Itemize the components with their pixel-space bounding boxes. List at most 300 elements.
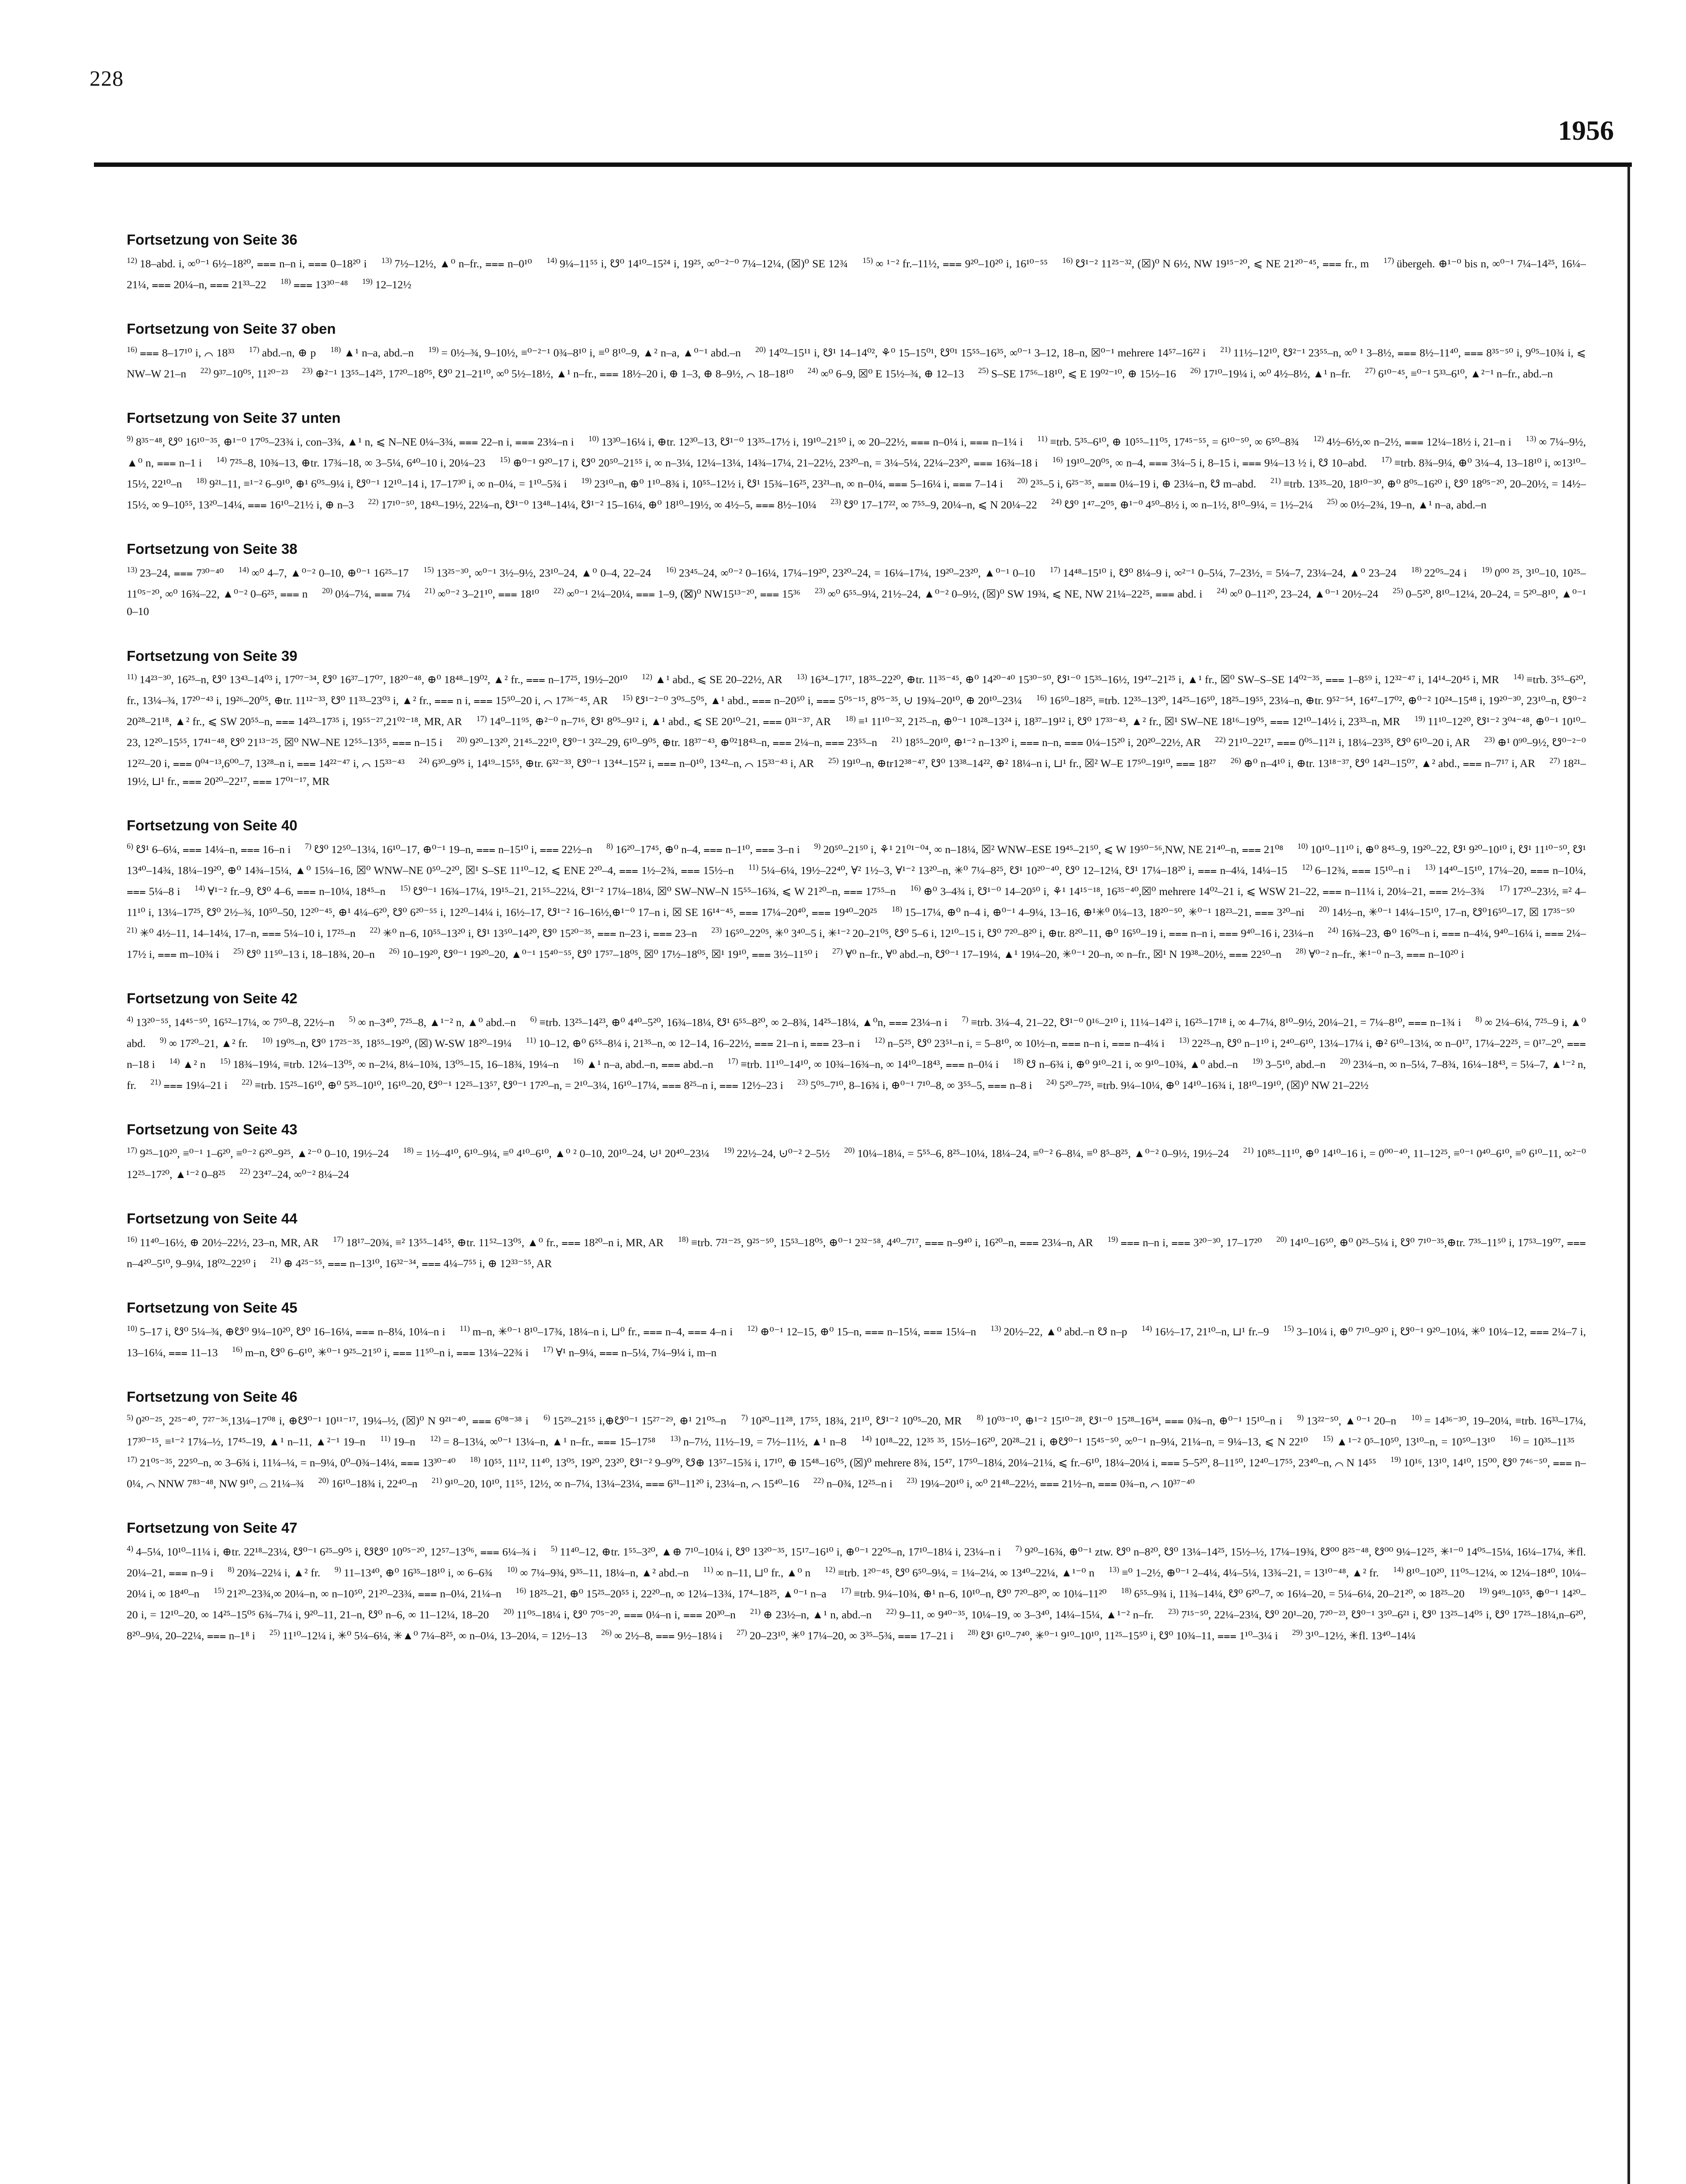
day-number: 23) [1168,1607,1179,1616]
day-number: 22) [368,497,379,506]
day-text: 11¹⁰–12²⁰, ☋¹⁻² 3⁰⁴⁻⁴⁸, ⊕⁰⁻¹ 10¹⁰–23, 12²⁰–15⁵⁵, 17⁴¹⁻⁴⁸, ☋⁰ 21¹³⁻²⁵, ☒⁰ NW–NE 12⁵⁵–13⁵⁵, ⩶ n–15 i [127,715,1586,749]
day-entry [1411,567,1467,579]
day-number: 23) [711,926,722,934]
day-text: 5¼–6¼, 19½–22⁴⁰, ∀² 1½–3, ∀¹⁻² 13²⁰–n, ✳⁰ 7¼–8²⁵, ☋¹ 10²⁰⁻⁴⁰, ☋⁰ 12–12¼, ☋¹ 17¼–18²⁰ i, ⩶ n–4¼, 14¼–15 [761,864,1288,877]
day-text: ∀¹⁻² fr.–9, ☋⁰ 4–6, ⩶ n–10¼, 18⁴⁵–n [208,885,386,898]
day-text: 0–5²⁰, 8¹⁰–12¼, 20–24, = 5²⁰–8¹⁰, ▲⁰⁻¹ 0–10 [127,587,1586,618]
day-number: 13) [1425,863,1436,871]
day-number: 17) [543,1345,554,1354]
section-body [127,1320,1586,1362]
day-text: = 1½–4¹⁰, 6¹⁰–9¼, ≡⁰ 4¹⁰–6¹⁰, ▲⁰ ² 0–10, 20¹⁰–24, ⊍¹ 20⁴⁰–23¼ [416,1147,710,1160]
day-number: 20) [322,586,333,595]
day-number: 15) [622,693,633,702]
day-text: 23⁴⁷–24, ∞⁰⁻² 8¼–24 [253,1168,349,1181]
day-entry [1297,1414,1396,1427]
day-text: 4½–6½,∞ n–2½, ⩶ 12¼–18½ i, 21–n i [1326,435,1512,448]
day-entry [907,1477,1194,1490]
day-number: 19) [1478,1586,1489,1595]
day-text: 20⁵⁰–21⁵⁰ i, ⚘¹ 21⁰¹⁻⁰⁴, ∞ n–18¼, ☒² WNW–ESE 19⁴⁵–21⁵⁰, ⩽ W 19⁵⁰⁻⁵⁶,NW, NE 21⁴⁰–n, ⩶ 21⁰⁸ [823,843,1284,856]
day-number: 6) [127,842,133,850]
day-entry [127,673,627,686]
day-text: 8³⁵⁻⁴⁸, ☋⁰ 16¹⁰⁻³⁵, ⊕¹⁻⁰ 17⁰⁵–23¾ i, con–3¾, ▲¹ n, ⩽ N–NE 0¼–3¾, ⩶ 22–n i, ⩶ 23¼–n i [136,435,574,448]
day-entry [302,367,794,380]
day-entry [845,715,1400,728]
day-number: 21) [127,926,137,934]
day-number: 26) [389,947,400,955]
day-number: 19) [428,345,439,354]
day-entry [249,346,316,359]
day-number: 9) [1297,1413,1304,1422]
day-number: 18) [845,714,856,723]
day-text: ∞ 7¼–9½, ▲⁰ n, ⩶ n–1 i [127,435,1586,469]
day-text: ≡¹ 11¹⁰⁻³², 21²⁵–n, ⊕⁰⁻¹ 10²⁸–13²⁴ i, 18³⁷–19¹² i, ☋⁰ 17³³⁻⁴³, ▲² fr., ☒¹ SW–NE 18¹⁶–19⁰⁵, ⩶ 12¹⁰–14½ i, 23³³–n, MR [858,715,1400,728]
day-number: 21) [891,735,902,744]
day-text: 6⁵⁵–9¾ i, 11¾–14¼, ☋⁰ 6²⁰–7, ∞ 16¼–20, = 5¼–6¼, 20–21²⁰, ∞ 18²⁵–20 [1134,1587,1465,1600]
day-text: ∞ 2½–8, ⩶ 9½–18¼ i [614,1629,723,1642]
day-text: 10–19²⁰, ☋⁰⁻¹ 19²⁰–20, ▲⁰⁻¹ 15⁴⁰⁻⁵⁵, ☋⁰ 17⁵⁷–18⁰⁵, ☒⁰ 17½–18⁰⁵, ☒¹ 19¹⁰, ⩶ 3½–11⁵⁰ i [402,947,818,961]
day-text: 10²⁰–11²⁸, 17⁵⁵, 18¾, 21¹⁰, ☋¹⁻² 10⁰⁵–20, MR [750,1414,962,1427]
day-number: 8) [1475,1015,1482,1023]
day-entry [1365,367,1553,380]
section-body [127,1010,1586,1094]
section-title: Fortsetzung von Seite 46 [127,1389,298,1405]
day-entry [1046,1079,1369,1092]
day-entry [127,346,234,359]
section [127,1389,1586,1493]
section [127,1299,1586,1362]
section-title: Fortsetzung von Seite 37 oben [127,321,336,337]
day-entry [678,1236,1093,1249]
day-number: 16) [127,345,137,354]
day-text: 10¹⁸–22, 12³⁵ ³⁵, 15½–16²⁰, 20²⁸–21 i, ⊕☋⁰⁻¹ 15⁴⁵⁻⁵⁰, ∞⁰⁻¹ n–9¼, 21¼–n, = 9¼–13, ⩽ N 22¹⁰ [874,1435,1308,1448]
day-text: 13²⁵⁻³⁰, ∞⁰⁻¹ 3½–9½, 23¹⁰–24, ▲⁰ 0–4, 22–24 [436,566,651,579]
day-entry [370,927,697,940]
day-text: 9²⁰–16¾, ⊕⁰⁻¹ ztw. ☋⁰ n–8²⁰, ☋⁰ 13¼–14²⁵, 15½–½, 17¼–19¾, ☋⁰⁰ 8²⁵⁻⁴⁸, ☋⁰⁰ 9¼–12²⁵, ✳¹⁻⁰ 14⁰⁵–15¼, 16¼–17¼, ✳fl. 20¼–21, ⩶ n–9 i [127,1545,1586,1579]
day-text: n–7½, 11½–19, = 7½–11½, ▲¹ n–8 [683,1435,847,1448]
day-number: 17) [127,1146,137,1154]
day-number: 15) [1322,1434,1333,1443]
day-text: 9–11, ∞ 9⁴⁰⁻³⁵, 10¼–19, ∞ 3–3⁴⁰, 14¼–15¼, ▲¹⁻² n–fr. [899,1608,1154,1621]
day-text: übergeh. ⊕¹⁻⁰ bis n, ∞⁰⁻¹ 7¼–14²⁵, 16¼–21¼, ⩶ 20¼–n, ⩶ 21³³–22 [127,257,1586,291]
day-text: 19–n [393,1435,415,1448]
day-entry [1109,1566,1379,1579]
day-number: 20) [318,1476,329,1485]
day-number: 11) [703,1565,713,1574]
day-entry [425,587,539,600]
section-title: Fortsetzung von Seite 44 [127,1210,298,1227]
day-entry [507,1566,689,1579]
day-text: ⊕ 23½–n, ▲¹ n, abd.–n [763,1608,872,1621]
day-entry [127,1325,445,1338]
day-number: 10) [507,1565,518,1574]
day-text: 2³⁵–5 i, 6²⁵⁻³⁵, ⩶ 0¼–19 i, ⊕ 23¼–n, ☋ m–abd. [1030,477,1257,490]
day-entry [127,1016,335,1029]
day-number: 5) [127,1413,133,1422]
day-entry [530,1016,948,1029]
day-entry [1292,1629,1416,1642]
day-entry [990,1325,1127,1338]
day-entry [910,885,1485,898]
day-text: 11⁰⁵–18¼ i, ☋⁰ 7⁰⁵⁻²⁰, ⩶ 0¼–n i, ⩶ 20³⁰–n [516,1608,736,1621]
day-number: 11) [459,1324,470,1333]
section [127,1210,1586,1272]
day-entry [262,1037,512,1050]
day-text: 14⁴⁸–15¹⁰ i, ☋⁰ 8¼–9 i, ∞²⁻¹ 0–5¼, 7–23½, = 5¼–7, 23¼–24, ▲⁰ 23–24 [1063,566,1397,579]
day-entry [892,906,1305,919]
day-text: 9¹⁰–20, 10¹⁰, 11⁵⁵, 12½, ∞ n–7¼, 13¼–23¼, ⩶ 6³¹–11²⁰ i, 23¼–n, ⌒ 15⁴⁰–16 [444,1477,800,1490]
day-number: 14) [194,884,205,892]
day-number: 23) [302,366,313,375]
day-entry [380,1435,415,1448]
day-number: 23) [814,586,825,595]
day-number: 7) [305,842,312,850]
section-title: Fortsetzung von Seite 36 [127,232,298,248]
day-entry [423,567,651,579]
day-entry [1510,1435,1575,1448]
day-number: 18) [196,476,207,485]
day-number: 15) [214,1586,225,1595]
day-entry [642,673,782,686]
section-title: Fortsetzung von Seite 43 [127,1121,298,1137]
day-entry [797,1079,1032,1092]
day-entry [977,1414,1282,1427]
day-text: n–5²⁵, ☋⁰ 23⁵¹–n i, = 5–8¹⁰, ∞ 10½–n, ⩶ n–n i, ⩶ n–4¼ i [887,1037,1165,1050]
section [127,410,1586,514]
day-text: ≡trb. 13²⁵–14²³, ⊕⁰ 4⁴⁰–5²⁰, 16¾–18¼, ☋¹ 6⁵⁵–8²⁰, ∞ 2–8¾, 14²⁵–18¼, ▲⁰n, ⩶ 23¼–n i [539,1016,948,1029]
day-entry [1313,435,1511,448]
day-number: 12) [430,1434,441,1443]
day-number: 19) [1481,565,1492,574]
day-text: ∞ 7¼–9¾, 9³⁵–11, 18¼–n, ▲² abd.–n [520,1566,689,1579]
day-number: 13) [1108,1565,1119,1574]
day-entry [160,1037,248,1050]
day-entry [828,757,1216,770]
day-text: 18²¹–19½, ⊔¹ fr., ⩶ 20²⁰–22¹⁷, ⩶ 17⁰¹⁻¹⁷, MR [127,757,1586,788]
day-entry [815,587,1202,600]
day-entry [239,1168,349,1181]
day-text: ⊕⁰⁻¹ 9²⁰–17 i, ☋⁰ 20⁵⁰–21⁵⁵ i, ∞ n–3¼, 12¼–13¼, 14¾–17¼, 21–22½, 23²⁰–n, = 3¼–5¼, 22¼–23²⁰, ⩶ 16¾–18 i [512,456,1038,469]
day-text: 23⁴⁵–24, ∞⁰⁻² 0–16¼, 17¼–19²⁰, 23²⁰–24, = 16¼–17¼, 19²⁰–23²⁰, ▲⁰⁻¹ 0–10 [679,566,1035,579]
day-entry [228,1566,320,1579]
day-number: 20) [1017,476,1028,485]
day-number: 20) [1276,1235,1287,1244]
day-text: 10¼–18¼, = 5⁵⁵–6, 8²⁵–10¼, 18¼–24, ≡⁰⁻² 6–8¼, ≡⁰ 8⁵–8²⁵, ▲⁰⁻² 0–9½, 19½–24 [857,1147,1229,1160]
section-body [127,1409,1586,1493]
day-number: 17) [727,1057,738,1065]
day-text: ☋¹ 6–6¼, ⩶ 14¼–n, ⩶ 16–n i [136,843,291,856]
day-number: 11) [1037,434,1048,443]
day-number: 24) [807,366,818,375]
day-number: 22) [1215,735,1226,744]
day-text: 21²⁰–23¾,∞ 20¼–n, ∞ n–10⁵⁰, 21²⁰–23¾, ⩶ n–0¼, 21¼–n [227,1587,502,1600]
day-number: 14) [238,565,249,574]
day-text: ☋⁰ 12⁵⁰–13¼, 16¹⁰–17, ⊕⁰⁻¹ 19–n, ⩶ n–15¹⁰ i, ⩶ 22½–n [314,843,592,856]
day-number: 18) [1411,565,1422,574]
day-text: 23¼–n, ∞ n–5¼, 7–8¾, 16¼–18⁴³, = 5¼–7, ▲¹⁻² n, fr. [127,1057,1586,1092]
day-entry [305,843,592,856]
day-entry [703,1566,810,1579]
day-entry [516,1587,826,1600]
day-text: 16⁵⁰–22⁰⁵, ✳⁰ 3⁴⁰–5 i, ✳¹⁻² 20–21⁰⁵, ☋⁰ 5–6 i, 12¹⁰–15 i, ☋⁰ 7²⁰–8²⁰ i, ⊕tr. 8²⁰–11, ⊕⁰ 16⁵⁰–19 i, ⩶ n–n i, ⩶ 9⁴⁰–16 i, 23¼–n [724,926,1314,940]
section-body [127,430,1586,514]
day-text: 21¹⁰–22¹⁷, ⩶ 0⁰⁵–11²¹ i, 18¼–23³⁵, ☋⁰ 6¹⁰–20 i, AR [1228,736,1470,749]
day-number: 9) [159,1036,166,1044]
day-number: 9) [334,1565,341,1574]
section-body [127,837,1586,963]
day-entry [547,257,848,270]
day-number: 12) [641,672,652,681]
day-text: ⩶ 19¼–21 i [163,1078,228,1092]
day-text: ▲² n [182,1057,206,1071]
day-number: 12) [824,1565,835,1574]
day-number: 23) [1484,735,1495,744]
day-entry [127,1147,389,1160]
day-entry [841,1587,1107,1600]
day-number: 20) [1340,1057,1350,1065]
day-entry [814,1477,893,1490]
day-number: 13) [990,1324,1001,1333]
day-text: 19¹⁰–n, ⊕tr12³⁸⁻⁴⁷, ☋⁰ 13³⁸–14²², ⊕² 18¼–n i, ⊔¹ fr., ☒² W–E 17⁵⁰–19¹⁰, ⩶ 18²⁷ [841,757,1216,770]
day-text: = 0½–¾, 9–10½, ≡⁰⁻²⁻¹ 0¾–8¹⁰ i, ≡⁰ 8¹⁰–9, ▲² n–a, ▲⁰⁻¹ abd.–n [441,346,741,359]
day-number: 7) [962,1015,969,1023]
day-number: 27) [1365,366,1376,375]
day-text: 11¹⁰–12¼ i, ✳⁰ 5¼–6¼, ✳▲⁰ 7¼–8²⁵, ∞ n–0¼, 13–20¼, = 12½–13 [282,1629,587,1642]
day-text: m–n, ☋⁰ 6–6¹⁰, ✳⁰⁻¹ 9²⁵–21⁵⁰ i, ⩶ 11⁵⁰–n i, ⩶ 13¼–22¾ i [245,1346,529,1359]
day-entry [748,864,1288,877]
year-heading: 1956 [1558,115,1614,146]
day-number: 20) [1319,905,1329,913]
day-text: abd.–n, ⊕ p [262,346,316,359]
day-text: ≡trb. 8¾–9¼, ⊕⁰ 3¼–4, 13–18¹⁰ i, ∞13¹⁰–15½, 22¹⁰–n [127,456,1586,490]
day-text: 13³⁰–16¼ i, ⊕tr. 12³⁰–13, ☋¹⁻⁰ 13³⁵–17½ i, 19¹⁰–21⁵⁰ i, ∞ 20–22½, ⩶ n–0¼ i, ⩶ n–1¼ i [601,435,1023,448]
section-title: Fortsetzung von Seite 39 [127,647,298,664]
day-text: 9²¹–11, ≡¹⁻² 6–9¹⁰, ⊕¹ 6⁰⁵–9¼ i, ☋⁰⁻¹ 12¹⁰–14 i, 17–17³⁰ i, ∞ n–0¼, = 1¹⁰–5¾ i [209,477,567,490]
day-number: 19) [1252,1057,1263,1065]
day-number: 16) [573,1057,584,1065]
day-entry [201,367,288,380]
day-number: 18) [470,1455,481,1464]
top-rule [94,162,1632,167]
day-number: 18) [678,1235,689,1244]
day-entry [403,1147,710,1160]
day-number: 14) [1141,1324,1152,1333]
day-text: 19¹⁰–20⁰⁵, ∞ n–4, ⩶ 3¼–5 i, 8–15 i, ⩶ 9¼–13 ½ i, ☋ 10–abd. [1065,456,1367,469]
day-text: ⊕²⁻¹ 13⁵⁵–14²⁵, 17²⁰–18⁰⁵, ☋⁰ 21–21¹⁰, ∞⁰ 5½–18½, ▲¹ n–fr., ⩶ 18½–20 i, ⊕ 1–3, ⊕ 8–9½, ⌒ 18–18¹⁰ [315,367,794,380]
day-text: m–n, ✳⁰⁻¹ 8¹⁰–17¾, 18¼–n i, ⊔⁰ fr., ⩶ n–4, ⩶ 4–n i [472,1325,733,1338]
section-body [127,561,1586,621]
day-text: ≡trb. 7²¹⁻²⁵, 9²⁵⁻⁵⁰, 15⁵³–18⁰⁵, ⊕⁰⁻¹ 2³²⁻⁵⁸, 4⁴⁰–7¹⁷, ⩶ n–9⁴⁰ i, 16²⁰–n, ⩶ 23¼–n, AR [691,1236,1093,1249]
day-entry [220,1058,559,1071]
day-text: 17¹⁰–19¼ i, ∞⁰ 4½–8½, ▲¹ n–fr. [1203,367,1351,380]
day-number: 17) [1383,256,1394,265]
day-entry [233,948,375,961]
day-number: 15) [1283,1324,1294,1333]
day-number: 13) [796,672,807,681]
day-entry [318,1477,417,1490]
section-title: Fortsetzung von Seite 42 [127,990,298,1006]
day-text: 5⁰⁵–7¹⁰, 8–16¾ i, ⊕⁰⁻¹ 7¹⁰–8, ∞ 3⁵⁵–5, ⩶ n–8 i [810,1078,1032,1092]
day-text: 14½–n, ✳⁰⁻¹ 14¼–15¹⁰, 17–n, ☋⁰16⁵⁰–17, ☒ 17³⁵⁻⁵⁰ [1332,905,1575,919]
section [127,1121,1586,1183]
day-number: 24) [1216,586,1227,595]
day-text: 15–17¼, ⊕⁰ n–4 i, ⊕⁰⁻¹ 4–9¼, 13–16, ⊕¹✳⁰ 0¼–13, 18²⁰⁻⁵⁰, ✳⁰⁻¹ 18²³–21, ⩶ 3²⁰–ni [904,905,1305,919]
day-text: ⩶ 8–17¹⁰ i, ⌒ 18³³ [140,346,235,359]
day-entry [666,567,1035,579]
day-entry [861,1435,1308,1448]
day-text: ☋⁰ 1⁴⁷–2⁰⁵, ⊕¹⁻⁰ 4⁵⁰–8½ i, ∞ n–1½, 8¹⁰–9¼, = 1½–2¼ [1064,498,1313,511]
day-text: 22⁰⁵–24 i [1424,566,1467,579]
day-text: 3¹⁰–12½, ✳fl. 13⁴⁰–14¼ [1305,1629,1416,1642]
day-text: ∞ 2¼–6¼, 7²⁵–9 i, ▲⁰ abd. [127,1016,1586,1050]
day-number: 14) [547,256,557,265]
day-entry [796,673,1499,686]
day-text: 23¹⁰–n, ⊕⁰ 1¹⁰–8¾ i, 10⁵⁵–12½ i, ☋¹ 15¾–16²⁵, 23²¹–n, ∞ n–0¼, ⩶ 5–16¼ i, ⩶ 7–14 i [594,477,1003,490]
day-entry [127,927,356,940]
day-entry [825,1566,1094,1579]
day-text: 20–23¹⁰, ✳⁰ 17¼–20, ∞ 3³⁵–5¾, ⩶ 17–21 i [749,1629,954,1642]
day-number: 19) [1414,714,1425,723]
day-number: 22) [200,366,211,375]
day-entry [1051,498,1313,511]
day-entry [500,456,1038,469]
day-text: 7²⁵–8, 10¾–13, ⊕tr. 17¾–18, ∞ 3–5¼, 6⁴⁰–10 i, 20¼–23 [229,456,485,469]
day-entry [554,587,800,600]
day-number: 17) [333,1235,344,1244]
day-text: 18¹⁷–20¾, ≡² 13⁵⁵–14⁵⁵, ⊕tr. 11⁵²–13⁰⁵, ▲⁰ fr., ⩶ 18²⁰–n i, MR, AR [346,1236,664,1249]
day-entry [476,715,831,728]
day-entry [606,843,800,856]
day-text: 9⁴⁹–10⁵⁵, ⊕⁰⁻¹ 14²⁰–20 i, = 12¹⁰–20, ∞ 14²⁵–15⁰⁵ 6¾–7¼ i, 9²⁰–11, 21–n, ☋⁰ n–6, ∞ 11–12¼, 18–20 [127,1587,1586,1621]
day-text: 19¼–20¹⁰ i, ∞⁰ 21⁴⁸–22½, ⩶ 21½–n, ⩶ 0¾–n, ⌒ 10³⁷⁻⁴⁰ [920,1477,1195,1490]
day-entry [544,1414,726,1427]
section-title: Fortsetzung von Seite 47 [127,1520,298,1536]
day-text: 14²³⁻³⁰, 16²⁵–n, ☋⁰ 13⁴³–14⁰³ i, 17⁰⁷⁻³⁴, ☋⁰ 16³⁷–17⁰⁷, 18²⁰⁻⁴⁸, ⊕⁰ 18⁴⁸–19⁰², ▲² fr., ⩶ n–17²⁵, 19½–20¹⁰ [139,673,628,686]
section [127,817,1586,963]
day-text: 10¹⁰–11¹⁰ i, ⊕⁰ 8⁴⁵–9, 19²⁰–22, ☋¹ 9²⁰–10¹⁰ i, ☋¹ 11¹⁰⁻⁵⁰, ☋¹ 13⁴⁰–14¾, 18¼–19²⁰, ⊕⁰ 14¾–15¼, ▲⁰ 15¼–16, ☒⁰ WNW–NE 0⁵⁰–2²⁰, ☒¹ S–SE 11¹⁰–12, ⩽ ENE 2²⁰–4, ⩶ 1½–2¾, ⩶ 15½–n [127,843,1586,877]
day-entry [727,1058,999,1071]
day-text: 9¼–11⁵⁵ i, ☋⁰ 14¹⁰–15²⁴ i, 19²⁵, ∞⁰⁻²⁻⁰ 7¼–12¼, (☒)⁰ SE 12¾ [560,257,848,270]
day-entry [1062,257,1369,270]
day-text: 18¾–19¼, ≡trb. 12¼–13⁰⁵, ∞ n–2¼, 8¼–10¾, 13⁰⁵–15, 16–18¾, 19¼–n [233,1057,559,1071]
day-number: 14) [1393,1565,1404,1574]
day-number: 10) [127,1324,137,1333]
day-number: 15) [423,565,434,574]
day-number: 10) [262,1036,273,1044]
day-number: 24) [1328,926,1339,934]
day-text: 19⁰⁵–n, ☋⁰ 17²⁵⁻³⁵, 18⁵⁵–19²⁰, (☒) W-SW 18²⁰–19¼ [275,1037,512,1050]
day-entry [150,1079,227,1092]
day-text: 23–24, ⩶ 7³⁰⁻⁴⁰ [140,566,224,579]
day-entry [503,1608,736,1621]
day-entry [368,498,816,511]
day-number: 20) [457,735,467,744]
day-number: 24) [1046,1078,1057,1086]
day-text: 16³⁴–17¹⁷, 18³⁵–22²⁰, ⊕tr. 11³⁵⁻⁴⁵, ⊕⁰ 14²⁰⁻⁴⁰ 15³⁰⁻⁵⁰, ☋¹⁻⁰ 15³⁵–16½, 19⁴⁷–21²⁵ i, ▲¹ fr., ☒⁰ SW–S–SE 14⁰²⁻³⁵, ⩶ 1–8⁵⁹ i, 12³²⁻⁴⁷ i, 14¹⁴–20⁴⁵ i, MR [810,673,1499,686]
day-entry [1231,757,1535,770]
day-text: 14⁰–11⁹⁵, ⊕²⁻⁰ n–7¹⁶, ☋¹ 8⁰⁵–9¹² i, ▲¹ abd., ⩽ SE 20¹⁰–21, ⩶ 0³¹⁻³⁷, AR [489,715,831,728]
day-number: 15) [220,1057,231,1065]
day-entry [968,1629,1278,1642]
section-title: Fortsetzung von Seite 45 [127,1299,298,1316]
day-number: 20) [844,1146,855,1154]
day-text: 0²⁰⁻²⁵, 2²⁵⁻⁴⁰, 7²⁷⁻³⁶,13¼–17⁰⁸ i, ⊕☋⁰⁻¹ 10¹¹⁻¹⁷, 19¼–½, (☒)⁰ N 9²¹⁻⁴⁰, ⩶ 6⁰⁸⁻³⁸ i [136,1414,529,1427]
day-number: 17) [1499,884,1510,892]
day-entry [1302,864,1410,877]
day-entry [280,278,348,291]
day-number: 16) [910,884,921,892]
day-text: = 8–13¼, ∞⁰⁻¹ 13¼–n, ▲¹ n–fr., ⩶ 15–17⁵⁸ [443,1435,656,1448]
right-rule [1627,166,1630,2184]
day-text: ∞ ¹⁻² fr.–11½, ⩶ 9²⁰–10²⁰ i, 16¹⁰⁻⁵⁵ [876,257,1048,270]
day-text: 11⁴⁰–12, ⊕tr. 1⁵⁵–3²⁰, ▲⊕ 7¹⁰–10¼ i, ☋⁰ 13²⁰⁻³⁵, 15¹⁷–16¹⁰ i, ⊕⁰⁻¹ 22⁰⁵–n, 17¹⁰–18¼ i, 23¼–n i [560,1545,1001,1558]
day-entry [460,1325,733,1338]
day-text: S–SE 17⁵⁶–18¹⁰, ⩽ E 19⁰²⁻¹⁰, ⊕ 15½–16 [991,367,1176,380]
day-number: 27) [736,1628,747,1637]
day-number: 20) [503,1607,514,1616]
day-number: 24) [1051,497,1062,506]
day-entry [724,1147,830,1160]
day-entry [1121,1587,1465,1600]
section [127,1520,1586,1645]
day-text: 9³⁷–10⁰⁵, 11²⁰⁻²³ [213,367,288,380]
day-number: 21) [1220,345,1231,354]
day-text: 11½–12¹⁰, ☋²⁻¹ 23⁵⁵–n, ∞⁰ ¹ 3–8½, ⩶ 8½–11⁴⁰, ⩶ 8³⁵⁻⁵⁰ i, 9⁰⁵–10¾ i, ⩽ NW–W 21–n [127,346,1586,380]
day-number: 22) [886,1607,897,1616]
day-number: 15) [400,884,411,892]
day-entry [127,567,224,579]
day-entry [862,257,1048,270]
day-number: 26) [1230,756,1241,765]
day-number: 17) [476,714,487,723]
day-entry [432,1477,799,1490]
day-entry [127,257,367,270]
day-number: 25) [1327,497,1338,506]
day-text: ≡trb. 13³⁵–20, 18¹⁰⁻³⁰, ⊕⁰ 8⁰⁵–16²⁰ i, ☋⁰ 18⁰⁵⁻²⁰, 20–20½, = 14½–15½, ∞ 9–10⁵⁵, 13²⁰–14¼, ⩶ 16¹⁰–21½ i, ⊕ n–3 [127,477,1586,511]
day-text: ∀¹ n–9¼, ⩶ n–5¼, 7¼–9¼ i, m–n [556,1346,717,1359]
day-text: ✳⁰ 4½–11, 14–14¼, 17–n, ⩶ 5¼–10 i, 17²⁵–n [140,926,356,940]
day-number: 16) [516,1586,526,1595]
day-entry [874,1037,1164,1050]
day-entry [814,843,1283,856]
day-text: ∞ 0½–2¾, 19–n, ▲¹ n–a, abd.–n [1340,498,1487,511]
day-text: ▲¹ abd., ⩽ SE 20–22½, AR [654,673,782,686]
day-text: ≡trb. 11¹⁰–14¹⁰, ∞ 10¾–16¾–n, ∞ 14¹⁰–18⁴³, ⩶ n–0¼ i [741,1057,999,1071]
day-number: 29) [1292,1628,1303,1637]
day-text: ∞ 17²⁰–21, ▲² fr. [169,1037,248,1050]
day-number: 8) [606,842,613,850]
day-entry [1050,567,1396,579]
day-number: 16) [232,1345,242,1354]
day-entry [381,257,532,270]
day-entry [127,1414,529,1427]
day-entry [216,456,485,469]
day-entry [1108,1236,1262,1249]
day-number: 21) [270,1256,281,1265]
day-entry [335,1566,493,1579]
day-entry [194,885,385,898]
day-entry [1013,1058,1238,1071]
day-text: ∞⁰⁻² 3–21¹⁰, ⩶ 18¹⁰ [437,587,539,600]
day-text: 17²⁰–23½, ≡² 4–11¹⁰ i, 13¼–17²⁵, ☋⁰ 2½–¾, 10⁵⁰–50, 12²⁰⁻⁴⁵, ⊕¹ 4¼–6²⁰, ☋⁰ 6²⁰⁻⁵⁵ i, 12²⁰–14¼ i, 16½–17, ☋¹⁻² 16–16½,⊕¹⁻⁰ 17–n i, ☒ SE 16¹⁴⁻⁴⁵, ⩶ 17¼–20⁴⁰, ⩶ 19⁴⁰–20²⁵ [127,885,1586,919]
day-number: 26) [1190,366,1201,375]
day-text: 0¼–7¼, ⩶ 7¼ [335,587,411,600]
day-text: ⊕⁰⁻¹ 12–15, ⊕⁰ 15–n, ⩶ n–15¼, ⩶ 15¼–n [760,1325,976,1338]
day-text: ≡trb. 1²⁰⁻⁴⁵, ☋⁰ 6⁵⁰–9¼, = 1¼–2¼, ∞ 13⁴⁰–22¼, ▲¹⁻⁰ n [838,1566,1095,1579]
day-number: 6) [530,1015,537,1023]
day-number: 4) [127,1544,133,1553]
day-number: 7) [1015,1544,1022,1553]
day-number: 21) [1243,1146,1254,1154]
